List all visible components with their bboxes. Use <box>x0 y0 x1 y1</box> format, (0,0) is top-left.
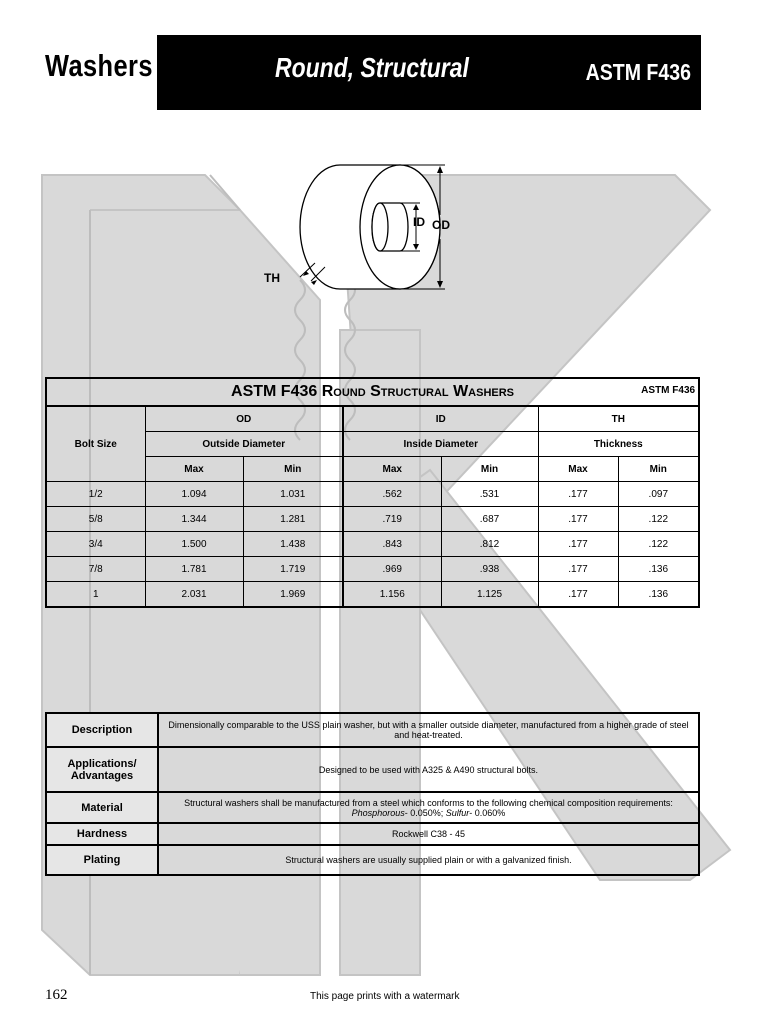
page-number: 162 <box>45 987 68 1003</box>
th-max-cell: .177 <box>538 507 618 532</box>
table-row <box>46 557 699 582</box>
plating-label: Plating <box>46 845 158 875</box>
od-max-cell: 1.500 <box>145 532 243 557</box>
bolt-size-cell: 3/4 <box>46 532 145 557</box>
id-label: ID <box>413 215 425 229</box>
od-max-cell: 1.781 <box>145 557 243 582</box>
th-min-cell: .136 <box>618 582 699 608</box>
id-min-cell: 1.125 <box>441 582 538 608</box>
od-min-cell: 1.969 <box>243 582 343 608</box>
th-code-header: TH <box>538 406 699 432</box>
hardness-text: Rockwell C38 - 45 <box>158 823 699 845</box>
hardness-label: Hardness <box>46 823 158 845</box>
table-spec-tag: ASTM F436 <box>641 385 696 396</box>
th-min-cell: .122 <box>618 507 699 532</box>
applications-text: Designed to be used with A325 & A490 structural bolts. <box>158 747 699 792</box>
od-min-cell: 1.281 <box>243 507 343 532</box>
bolt-size-cell: 7/8 <box>46 557 145 582</box>
watermark-note: This page prints with a watermark <box>310 991 460 1002</box>
washer-diagram <box>255 155 485 295</box>
th-min-cell: .122 <box>618 532 699 557</box>
od-label: OD <box>432 218 450 232</box>
bolt-size-cell: 5/8 <box>46 507 145 532</box>
id-name-header: Inside Diameter <box>343 432 538 457</box>
table-row <box>46 582 699 608</box>
material-label: Material <box>46 792 158 823</box>
th-min-cell: .097 <box>618 482 699 507</box>
od-max-cell: 2.031 <box>145 582 243 608</box>
id-max-cell: .843 <box>343 532 441 557</box>
table-row <box>46 532 699 557</box>
od-name-header: Outside Diameter <box>145 432 343 457</box>
plating-text: Structural washers are usually supplied plain or with a galvanized finish. <box>158 845 699 875</box>
od-min-cell: 1.719 <box>243 557 343 582</box>
id-min-cell: .687 <box>441 507 538 532</box>
od-min-header: Min <box>243 457 343 482</box>
table-title-text: ASTM F436 Round Structural Washers <box>231 383 515 400</box>
page-title: Round, Structural <box>275 52 469 83</box>
bolt-size-header: Bolt Size <box>46 406 145 482</box>
id-min-cell: .531 <box>441 482 538 507</box>
description-text: Dimensionally comparable to the USS plain washer, but with a smaller outside diameter, manufactured from a higher grade of steel and heat-treated. <box>158 713 699 747</box>
od-max-header: Max <box>145 457 243 482</box>
od-max-cell: 1.344 <box>145 507 243 532</box>
th-label: TH <box>264 271 280 285</box>
section-title: Washers <box>45 48 153 83</box>
id-min-cell: .938 <box>441 557 538 582</box>
od-code-header: OD <box>145 406 343 432</box>
th-max-cell: .177 <box>538 557 618 582</box>
id-max-cell: .969 <box>343 557 441 582</box>
id-min-cell: .812 <box>441 532 538 557</box>
bolt-size-cell: 1/2 <box>46 482 145 507</box>
header-bar <box>157 35 701 110</box>
od-min-cell: 1.438 <box>243 532 343 557</box>
info-table <box>45 712 700 876</box>
id-max-cell: .562 <box>343 482 441 507</box>
th-min-header: Min <box>618 457 699 482</box>
table-title <box>46 378 699 406</box>
table-row <box>46 482 699 507</box>
dimensions-table <box>45 377 700 608</box>
od-min-cell: 1.031 <box>243 482 343 507</box>
table-row <box>46 507 699 532</box>
th-max-cell: .177 <box>538 582 618 608</box>
applications-label: Applications/ Advantages <box>46 747 158 792</box>
th-max-cell: .177 <box>538 482 618 507</box>
header-spec: ASTM F436 <box>585 59 691 85</box>
material-text: Structural washers shall be manufactured from a steel which conforms to the following chemical composition requirements: Phosphorous- 0.050%; Sulfur- 0.060% <box>158 792 699 823</box>
id-max-header: Max <box>343 457 441 482</box>
th-name-header: Thickness <box>538 432 699 457</box>
id-max-cell: .719 <box>343 507 441 532</box>
id-min-header: Min <box>441 457 538 482</box>
th-max-header: Max <box>538 457 618 482</box>
description-label: Description <box>46 713 158 747</box>
bolt-size-cell: 1 <box>46 582 145 608</box>
id-max-cell: 1.156 <box>343 582 441 608</box>
od-max-cell: 1.094 <box>145 482 243 507</box>
th-min-cell: .136 <box>618 557 699 582</box>
id-code-header: ID <box>343 406 538 432</box>
th-max-cell: .177 <box>538 532 618 557</box>
